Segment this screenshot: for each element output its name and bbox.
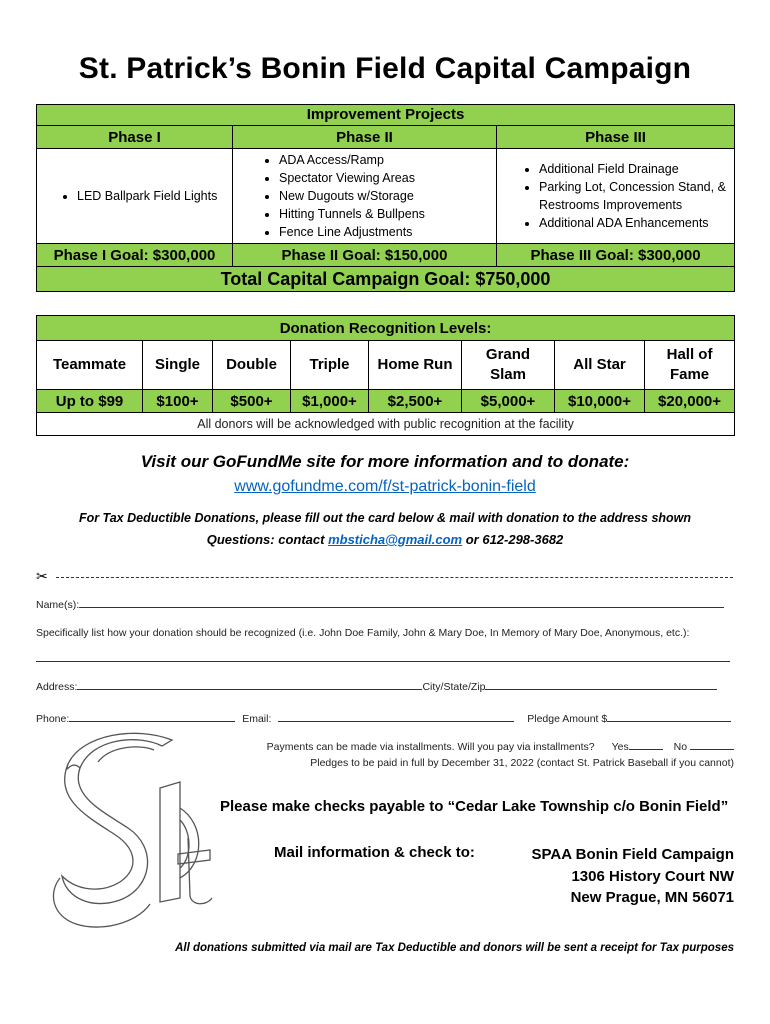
level-name: Single [143, 341, 213, 390]
tax-deductible-text: For Tax Deductible Donations, please fill out the card below & mail with donation to the address shown [78, 511, 692, 525]
phase1-list [37, 187, 232, 205]
pledge-label: Pledge Amount $ [527, 713, 608, 725]
phase2-items-cell [233, 149, 497, 244]
improvement-projects-header: Improvement Projects [37, 105, 735, 126]
improvement-projects-table [36, 104, 735, 292]
yes-field[interactable] [629, 739, 663, 750]
phase3-goal: Phase III Goal: $300,000 [497, 244, 735, 267]
address-label: Address: [36, 681, 78, 693]
names-field[interactable] [79, 597, 724, 608]
recognition-field[interactable] [36, 651, 730, 662]
list-item: • LED Ballpark Field Lights [77, 187, 232, 205]
phase3-header: Phase III [497, 126, 735, 149]
list-item: • Parking Lot, Concession Stand, & Restrooms Improvements [539, 178, 728, 214]
level-amount: $1,000+ [291, 390, 369, 413]
phase2-header: Phase II [233, 126, 497, 149]
phase1-header: Phase I [37, 126, 233, 149]
list-item: • Additional Field Drainage [539, 160, 728, 178]
level-name: All Star [555, 341, 645, 390]
level-name: Hall of Fame [645, 341, 735, 390]
yes-label: Yes [611, 741, 629, 753]
gofundme-text: Visit our GoFundMe site for more information and to donate: [140, 452, 630, 471]
phase1-items-cell [37, 149, 233, 244]
level-amount: $10,000+ [555, 390, 645, 413]
list-item: • Additional ADA Enhancements [539, 214, 728, 232]
phase3-items-cell [497, 149, 735, 244]
address-row [36, 679, 717, 693]
questions-prefix: Questions: contact [206, 532, 329, 547]
phone-label: Phone: [36, 713, 70, 725]
level-name: Grand Slam [462, 341, 555, 390]
donation-header: Donation Recognition Levels: [37, 316, 735, 341]
mailing-address [531, 844, 734, 909]
phone-field[interactable] [69, 711, 235, 722]
recognition-label: Specifically list how your donation should be recognized (i.e. John Doe Family, John & Mary Doe, In Memory of Mary Doe, Anonymous, etc.): [36, 627, 690, 639]
address-line: New Prague, MN 56071 [570, 889, 734, 906]
phase1-goal: Phase I Goal: $300,000 [37, 244, 233, 267]
level-name: Double [213, 341, 291, 390]
donation-note: All donors will be acknowledged with public recognition at the facility [37, 413, 735, 436]
phase2-list [233, 151, 496, 241]
footer-note: All donations submitted via mail are Tax Deductible and donors will be sent a receipt for Tax purposes [175, 942, 734, 954]
gofundme-url-row [0, 478, 770, 496]
dashed-divider [56, 577, 733, 578]
list-item: • Spectator Viewing Areas [279, 169, 496, 187]
list-item: • ADA Access/Ramp [279, 151, 496, 169]
level-name: Teammate [37, 341, 143, 390]
installments-text: Payments can be made via installments. Will you pay via installments? [266, 741, 595, 753]
list-item: • Fence Line Adjustments [279, 223, 496, 241]
donation-levels-table [36, 315, 735, 436]
total-goal: Total Capital Campaign Goal: $750,000 [37, 267, 735, 292]
level-name: Home Run [369, 341, 462, 390]
pledge-amount-field[interactable] [607, 711, 731, 722]
installments-row [267, 739, 734, 753]
email-field[interactable] [278, 711, 514, 722]
level-amount: Up to $99 [37, 390, 143, 413]
level-amount: $500+ [213, 390, 291, 413]
address-line: 1306 History Court NW [571, 867, 734, 885]
names-label: Name(s): [36, 599, 80, 611]
payable-text: Please make checks payable to “Cedar Lake Township c/o Bonin Field” [220, 798, 729, 815]
level-name: Triple [291, 341, 369, 390]
names-row [36, 597, 724, 611]
scissors-icon: ✂ [36, 568, 48, 584]
address-field[interactable] [77, 679, 422, 690]
level-amount: $100+ [143, 390, 213, 413]
recognition-row [36, 651, 730, 665]
contact-row [36, 711, 731, 725]
level-amount: $2,500+ [369, 390, 462, 413]
mail-label: Mail information & check to: [274, 844, 475, 861]
gofundme-link[interactable]: www.gofundme.com/f/st-patrick-bonin-field [234, 478, 536, 495]
email-label: Email: [242, 713, 272, 725]
questions-line [0, 532, 770, 547]
contact-email-link[interactable]: mbsticha@gmail.com [328, 532, 463, 547]
level-amount: $5,000+ [462, 390, 555, 413]
no-field[interactable] [690, 739, 734, 750]
city-label: City/State/Zip [422, 681, 486, 693]
phase3-list [497, 160, 734, 232]
list-item: • Hitting Tunnels & Bullpens [279, 205, 496, 223]
phase2-goal: Phase II Goal: $150,000 [233, 244, 497, 267]
list-item: • New Dugouts w/Storage [279, 187, 496, 205]
st-patrick-logo [40, 728, 215, 933]
city-state-zip-field[interactable] [485, 679, 717, 690]
pledge-due-text: Pledges to be paid in full by December 31, 2022 (contact St. Patrick Baseball if you cannot) [310, 757, 734, 769]
cut-line [36, 570, 733, 584]
questions-suffix: or 612-298-3682 [462, 532, 564, 547]
no-label: No [673, 741, 688, 753]
address-line: SPAA Bonin Field Campaign [531, 846, 734, 863]
level-amount: $20,000+ [645, 390, 735, 413]
page-title: St. Patrick’s Bonin Field Capital Campaign [78, 52, 692, 85]
